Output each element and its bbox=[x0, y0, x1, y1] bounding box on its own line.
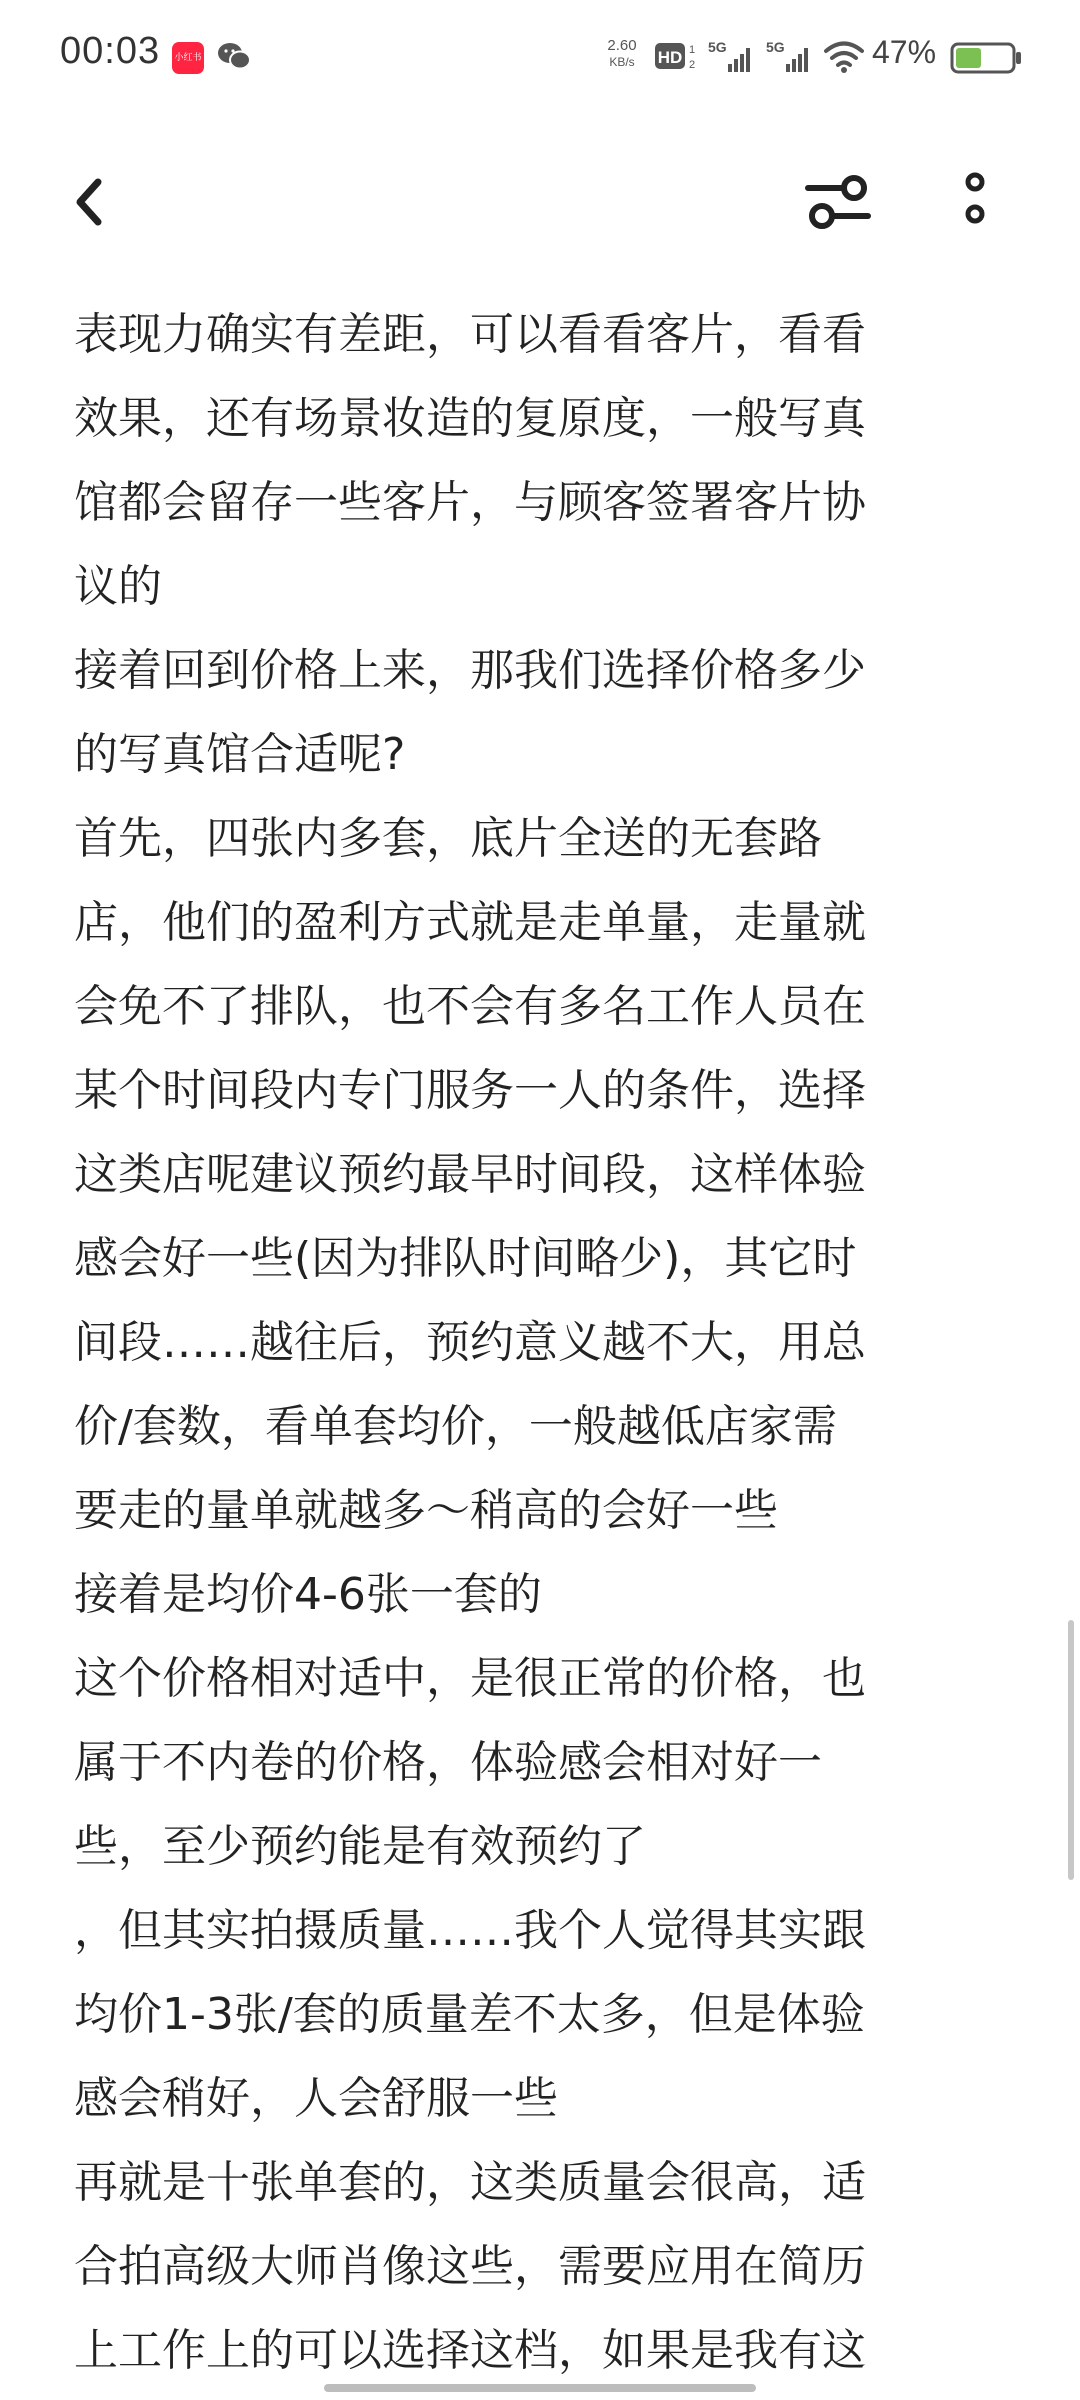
network-speed-value: 2.60 bbox=[607, 37, 637, 54]
back-button[interactable] bbox=[60, 160, 130, 240]
battery-fill bbox=[956, 48, 981, 68]
article-line: 再就是十张单套的，这类质量会很高，适 bbox=[74, 2157, 866, 2208]
status-time: 00:03 bbox=[60, 30, 161, 72]
article-line: 接着回到价格上来，那我们选择价格多少 bbox=[74, 645, 866, 696]
article-line: 效果，还有场景妆造的复原度，一般写真 bbox=[74, 393, 866, 444]
article-line: 要走的量单就越多～稍高的会好一些 bbox=[74, 1485, 778, 1536]
wechat-notification-icon bbox=[216, 40, 252, 72]
gesture-navigation-bar[interactable] bbox=[324, 2384, 756, 2392]
article-line: 的写真馆合适呢? bbox=[74, 729, 406, 780]
article-line: 感会稍好，人会舒服一些 bbox=[74, 2073, 558, 2124]
vertical-dots-icon bbox=[968, 175, 982, 221]
scrollbar[interactable] bbox=[1068, 1620, 1074, 1880]
battery-icon bbox=[950, 42, 1022, 74]
network-speed-unit: KB/s bbox=[609, 55, 635, 69]
article-line: 些，至少预约能是有效预约了 bbox=[74, 1821, 646, 1872]
article-body bbox=[74, 293, 1014, 2393]
hd-label: HD bbox=[657, 48, 683, 67]
article-line: 合拍高级大师肖像这些，需要应用在简历 bbox=[74, 2241, 866, 2292]
filter-settings-button[interactable] bbox=[798, 168, 878, 238]
article-line: 这类店呢建议预约最早时间段，这样体验 bbox=[74, 1149, 866, 1200]
article-line: 均价1-3张/套的质量差不太多，但是体验 bbox=[74, 1989, 865, 2040]
article-line: 议的 bbox=[74, 561, 162, 612]
hd-voice-icon bbox=[654, 40, 698, 72]
signal-1-label: 5G bbox=[708, 39, 727, 55]
wifi-icon bbox=[824, 40, 864, 74]
network-speed bbox=[602, 38, 642, 70]
svg-text:1: 1 bbox=[688, 44, 696, 56]
article-line: 店，他们的盈利方式就是走单量，走量就 bbox=[74, 897, 866, 948]
battery-percent: 47% bbox=[872, 34, 937, 70]
signal-2-label: 5G bbox=[766, 39, 785, 55]
article-line: 表现力确实有差距，可以看看客片，看看 bbox=[74, 309, 866, 360]
article-line: 价/套数，看单套均价，一般越低店家需 bbox=[74, 1401, 837, 1452]
article-line: ，但其实拍摄质量……我个人觉得其实跟 bbox=[74, 1905, 866, 1956]
signal-strength-icon bbox=[708, 38, 754, 74]
xiaohongshu-notification-icon: 小红书 bbox=[172, 42, 204, 74]
article-line: 会免不了排队，也不会有多名工作人员在 bbox=[74, 981, 866, 1032]
status-bar bbox=[0, 0, 1080, 110]
signal-strength-icon bbox=[766, 38, 812, 74]
article-line: 这个价格相对适中，是很正常的价格，也 bbox=[74, 1653, 866, 1704]
article-line: 间段……越往后，预约意义越不大，用总 bbox=[74, 1317, 866, 1368]
more-options-button[interactable] bbox=[950, 168, 1000, 238]
article-line: 接着是均价4-6张一套的 bbox=[74, 1569, 542, 1620]
chevron-left-icon bbox=[80, 182, 98, 222]
article-line: 某个时间段内专门服务一人的条件，选择 bbox=[74, 1065, 866, 1116]
article-line: 馆都会留存一些客片，与顾客签署客片协 bbox=[74, 477, 866, 528]
article-line: 感会好一些(因为排队时间略少)，其它时 bbox=[74, 1233, 857, 1284]
svg-text:2: 2 bbox=[688, 59, 696, 71]
article-line: 属于不内卷的价格，体验感会相对好一 bbox=[74, 1737, 822, 1788]
sliders-icon bbox=[808, 178, 868, 226]
article-line: 上工作上的可以选择这档，如果是我有这 bbox=[74, 2325, 866, 2376]
article-line: 首先，四张内多套，底片全送的无套路 bbox=[74, 813, 822, 864]
